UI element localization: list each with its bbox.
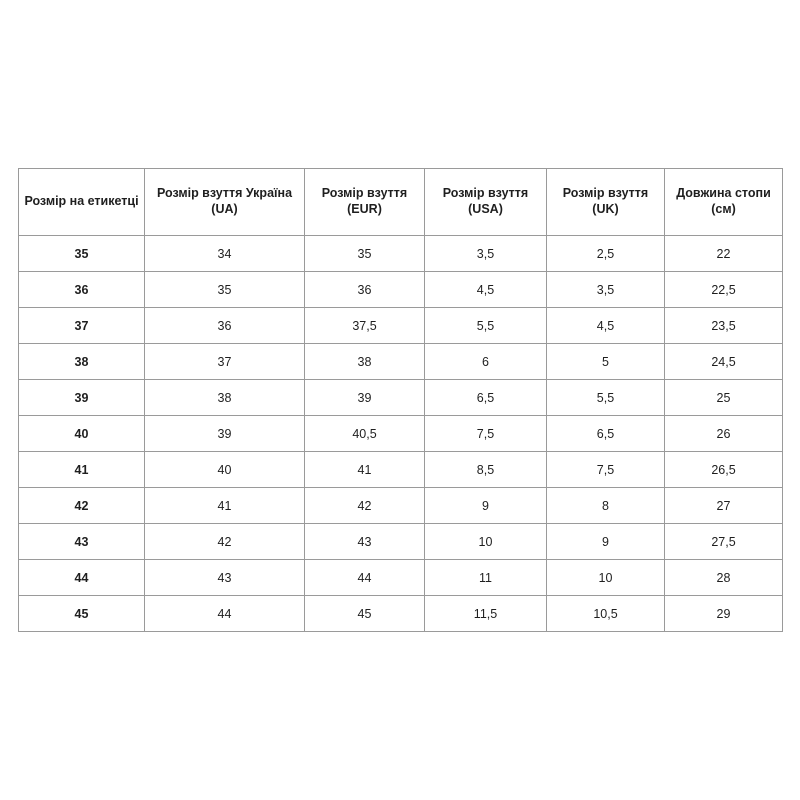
cell-label-size: 36 — [19, 272, 145, 308]
table-row — [19, 452, 783, 488]
cell-foot-length: 27,5 — [665, 524, 783, 560]
cell-eur-size: 40,5 — [305, 416, 425, 452]
cell-usa-size: 6 — [425, 344, 547, 380]
column-header-usa-size: Розмір взуття (USA) — [425, 169, 547, 236]
cell-foot-length: 23,5 — [665, 308, 783, 344]
cell-ua-size: 40 — [145, 452, 305, 488]
cell-label-size: 40 — [19, 416, 145, 452]
cell-foot-length: 28 — [665, 560, 783, 596]
cell-uk-size: 9 — [547, 524, 665, 560]
cell-foot-length: 25 — [665, 380, 783, 416]
table-row — [19, 308, 783, 344]
cell-ua-size: 38 — [145, 380, 305, 416]
table-row — [19, 416, 783, 452]
cell-uk-size: 4,5 — [547, 308, 665, 344]
table-header-row — [19, 169, 783, 236]
cell-usa-size: 4,5 — [425, 272, 547, 308]
cell-eur-size: 35 — [305, 236, 425, 272]
cell-ua-size: 42 — [145, 524, 305, 560]
cell-usa-size: 10 — [425, 524, 547, 560]
column-header-eur-size: Розмір взуття (EUR) — [305, 169, 425, 236]
table-row — [19, 344, 783, 380]
cell-foot-length: 27 — [665, 488, 783, 524]
cell-eur-size: 36 — [305, 272, 425, 308]
cell-eur-size: 42 — [305, 488, 425, 524]
cell-eur-size: 41 — [305, 452, 425, 488]
table-row — [19, 488, 783, 524]
table-row — [19, 560, 783, 596]
cell-eur-size: 43 — [305, 524, 425, 560]
cell-usa-size: 7,5 — [425, 416, 547, 452]
cell-eur-size: 39 — [305, 380, 425, 416]
cell-ua-size: 37 — [145, 344, 305, 380]
cell-label-size: 45 — [19, 596, 145, 632]
cell-foot-length: 26 — [665, 416, 783, 452]
cell-label-size: 43 — [19, 524, 145, 560]
cell-foot-length: 26,5 — [665, 452, 783, 488]
cell-label-size: 37 — [19, 308, 145, 344]
cell-eur-size: 38 — [305, 344, 425, 380]
cell-ua-size: 36 — [145, 308, 305, 344]
cell-ua-size: 39 — [145, 416, 305, 452]
table-header — [19, 169, 783, 236]
table-row — [19, 236, 783, 272]
cell-ua-size: 35 — [145, 272, 305, 308]
cell-label-size: 35 — [19, 236, 145, 272]
cell-uk-size: 5,5 — [547, 380, 665, 416]
cell-ua-size: 43 — [145, 560, 305, 596]
size-chart-container — [18, 168, 782, 632]
cell-foot-length: 22 — [665, 236, 783, 272]
column-header-ua-size: Розмір взуття Україна (UA) — [145, 169, 305, 236]
cell-uk-size: 10 — [547, 560, 665, 596]
cell-usa-size: 9 — [425, 488, 547, 524]
cell-ua-size: 44 — [145, 596, 305, 632]
cell-ua-size: 34 — [145, 236, 305, 272]
cell-ua-size: 41 — [145, 488, 305, 524]
cell-foot-length: 29 — [665, 596, 783, 632]
cell-eur-size: 37,5 — [305, 308, 425, 344]
table-row — [19, 596, 783, 632]
cell-uk-size: 3,5 — [547, 272, 665, 308]
cell-uk-size: 8 — [547, 488, 665, 524]
cell-label-size: 41 — [19, 452, 145, 488]
cell-usa-size: 5,5 — [425, 308, 547, 344]
table-row — [19, 272, 783, 308]
cell-eur-size: 45 — [305, 596, 425, 632]
cell-foot-length: 24,5 — [665, 344, 783, 380]
cell-uk-size: 7,5 — [547, 452, 665, 488]
column-header-uk-size: Розмір взуття (UK) — [547, 169, 665, 236]
column-header-label-size: Розмір на етикетці — [19, 169, 145, 236]
cell-usa-size: 11,5 — [425, 596, 547, 632]
cell-usa-size: 6,5 — [425, 380, 547, 416]
cell-uk-size: 5 — [547, 344, 665, 380]
table-row — [19, 524, 783, 560]
cell-usa-size: 8,5 — [425, 452, 547, 488]
cell-label-size: 38 — [19, 344, 145, 380]
cell-label-size: 39 — [19, 380, 145, 416]
size-chart-table — [18, 168, 783, 632]
cell-uk-size: 10,5 — [547, 596, 665, 632]
cell-label-size: 42 — [19, 488, 145, 524]
table-row — [19, 380, 783, 416]
cell-usa-size: 11 — [425, 560, 547, 596]
cell-uk-size: 6,5 — [547, 416, 665, 452]
table-body — [19, 236, 783, 632]
cell-foot-length: 22,5 — [665, 272, 783, 308]
cell-uk-size: 2,5 — [547, 236, 665, 272]
cell-label-size: 44 — [19, 560, 145, 596]
cell-eur-size: 44 — [305, 560, 425, 596]
cell-usa-size: 3,5 — [425, 236, 547, 272]
column-header-foot-length: Довжина стопи (см) — [665, 169, 783, 236]
